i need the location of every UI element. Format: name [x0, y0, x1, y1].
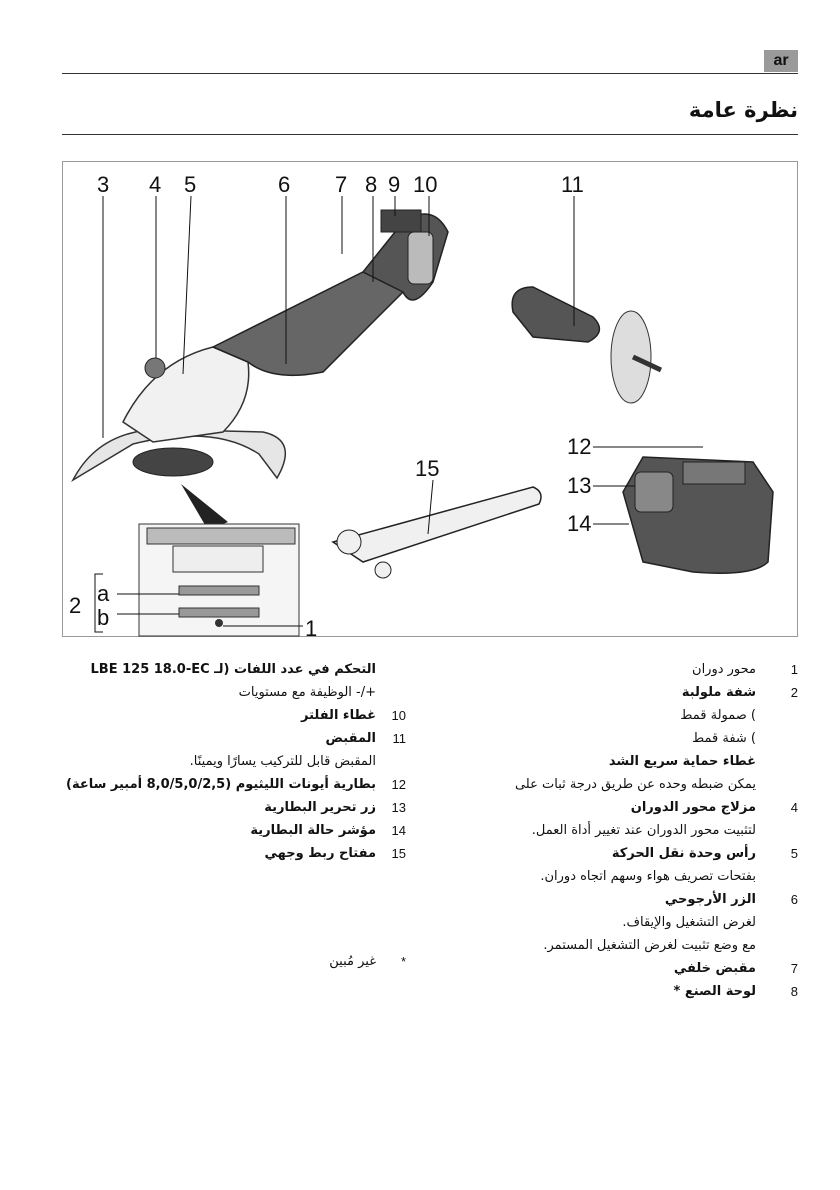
clamp-nut-shape [179, 586, 259, 595]
callout-9: 9 [388, 172, 401, 197]
gear-head-shape [123, 347, 249, 442]
callout-14: 14 [567, 511, 592, 536]
motor-body-shape [213, 270, 403, 376]
callout-2: 2 [69, 593, 82, 618]
filter-cover-shape [408, 232, 433, 284]
callout-7: 7 [335, 172, 348, 197]
callout-11: 11 [561, 172, 584, 197]
callout-13: 13 [567, 473, 592, 498]
inset-pointer-shape [181, 484, 228, 530]
callout-5: 5 [184, 172, 197, 197]
wrench-pin-shape [375, 562, 391, 578]
callout-4: 4 [149, 172, 162, 197]
spindle-tip-shape [215, 619, 223, 627]
top-rule [62, 73, 798, 74]
wrench-head-shape [337, 530, 361, 554]
tool-illustration [63, 162, 799, 638]
callout-1: 1 [305, 616, 318, 641]
callout-15: 15 [415, 456, 440, 481]
battery-release-shape [635, 472, 673, 512]
disc-shape [133, 448, 213, 476]
callout-b: b [97, 605, 110, 630]
inset-flange-shape [147, 528, 295, 544]
callout-3: 3 [97, 172, 110, 197]
title-rule [62, 134, 798, 135]
side-handle-shape [512, 287, 599, 342]
tool-overview-figure [62, 161, 798, 641]
callout-12: 12 [567, 434, 592, 459]
callout-10: 10 [413, 172, 438, 197]
language-badge: ar [764, 50, 798, 72]
speed-control-shape [381, 210, 421, 232]
callout-8: 8 [365, 172, 378, 197]
section-title: نظرة عامة [688, 98, 798, 122]
handle-disc-shape [611, 311, 651, 403]
spindle-lock-shape [145, 358, 165, 378]
inset-spindle-shape [173, 546, 263, 572]
callout-6: 6 [278, 172, 291, 197]
clamp-flange-shape [179, 608, 259, 617]
battery-contacts-shape [683, 462, 745, 484]
callout-a: a [97, 581, 110, 606]
wrench-shape [333, 487, 541, 562]
